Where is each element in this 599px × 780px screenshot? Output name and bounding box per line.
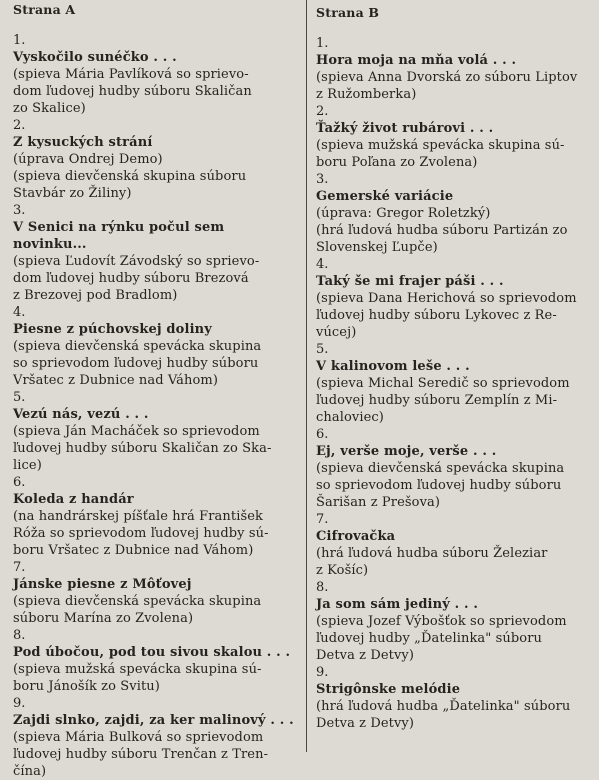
track-item <box>13 389 299 474</box>
side-a-title: Strana A <box>13 2 76 17</box>
track-number: 2. <box>316 104 329 119</box>
track-description: (spieva Dana Herichová so sprievodom ľudovej hudby súboru Lykovec z Re- vúcej) <box>316 291 577 340</box>
track-description: (spieva Anna Dvorská zo súboru Liptov z Ružomberka) <box>316 70 578 102</box>
track-title: V Senici na rýnku počul sem novinku... <box>13 220 225 252</box>
track-description: (spieva mužská spevácka skupina sú- boru Poľana zo Zvolena) <box>316 138 565 170</box>
track-description: (spieva mužská spevácka skupina sú- boru Jánošík zo Svitu) <box>13 662 262 694</box>
track-item <box>13 202 299 304</box>
track-number: 9. <box>13 696 26 711</box>
track-item <box>316 426 594 511</box>
track-title: Ťažký život rubárovi . . . <box>316 121 494 136</box>
track-number: 5. <box>316 342 329 357</box>
track-description: (na handrárskej píšťale hrá František Róža so sprievodom ľudovej hudby sú- boru Vršatec z Dubnice nad Váhom) <box>13 509 269 558</box>
column-divider <box>306 0 307 752</box>
track-title: Hora moja na mňa volá . . . <box>316 53 517 68</box>
track-title: Ja som sám jediný . . . <box>316 597 479 612</box>
track-number: 6. <box>316 427 329 442</box>
track-item <box>316 35 594 103</box>
track-number: 8. <box>13 628 26 643</box>
track-item <box>13 32 299 117</box>
side-a-tracks <box>13 32 299 780</box>
track-title: Z kysuckých strání <box>13 135 153 150</box>
track-number: 6. <box>13 475 26 490</box>
track-number: 1. <box>316 36 329 51</box>
track-title: Cifrovačka <box>316 529 396 544</box>
track-item <box>316 171 594 256</box>
track-item <box>316 579 594 664</box>
track-title: Zajdi slnko, zajdi, za ker malinový . . . <box>13 713 294 728</box>
track-number: 3. <box>316 172 329 187</box>
track-description: (spieva Michal Seredič so sprievodom ľudovej hudby súboru Zemplín z Mi- chaloviec) <box>316 376 570 425</box>
track-number: 7. <box>13 560 26 575</box>
track-item <box>316 256 594 341</box>
side-b-tracks <box>316 35 594 732</box>
track-item <box>13 559 299 627</box>
track-item <box>316 341 594 426</box>
side-b-title: Strana B <box>316 5 380 20</box>
side-b-column <box>316 0 594 732</box>
track-number: 5. <box>13 390 26 405</box>
side-a-column <box>13 0 299 780</box>
track-title: Vezú nás, vezú . . . <box>13 407 149 422</box>
track-description: (úprava: Gregor Roletzký) (hrá ľudová hudba súboru Partizán zo Slovenskej Ľupče) <box>316 206 568 255</box>
track-title: Pod úbočou, pod tou sivou skalou . . . <box>13 645 291 660</box>
track-item <box>316 664 594 732</box>
track-title: Vyskočilo sunéčko . . . <box>13 50 177 65</box>
track-number: 7. <box>316 512 329 527</box>
track-description: (úprava Ondrej Demo) (spieva dievčenská skupina súboru Stavbár zo Žiliny) <box>13 152 247 201</box>
track-title: Strigônske melódie <box>316 682 461 697</box>
track-number: 4. <box>316 257 329 272</box>
track-description: (spieva dievčenská spevácka skupina so sprievodom ľudovej hudby súboru Vršatec z Dubnice nad Váhom) <box>13 339 262 388</box>
track-item <box>13 627 299 695</box>
track-number: 3. <box>13 203 26 218</box>
track-number: 2. <box>13 118 26 133</box>
track-title: Taký še mi frajer páši . . . <box>316 274 504 289</box>
track-description: (spieva dievčenská spevácka skupina so sprievodom ľudovej hudby súboru Šarišan z Prešova) <box>316 461 565 510</box>
track-description: (spieva dievčenská spevácka skupina súboru Marína zo Zvolena) <box>13 594 262 626</box>
track-title: Piesne z púchovskej doliny <box>13 322 212 337</box>
track-number: 8. <box>316 580 329 595</box>
track-title: Gemerské variácie <box>316 189 454 204</box>
track-description: (spieva Ján Macháček so sprievodom ľudovej hudby súboru Skaličan zo Ska- lice) <box>13 424 272 473</box>
track-description: (spieva Mária Pavlíková so sprievo- dom ľudovej hudby súboru Skaličan zo Skalice) <box>13 67 252 116</box>
track-number: 4. <box>13 305 26 320</box>
track-item <box>13 695 299 780</box>
track-item <box>13 474 299 559</box>
track-description: (spieva Jozef Výbošťok so sprievodom ľudovej hudby „Ďatelinka" súboru Detva z Detvy) <box>316 614 567 663</box>
track-description: (hrá ľudová hudba súboru Železiar z Košíc) <box>316 546 548 578</box>
track-description: (hrá ľudová hudba „Ďatelinka" súboru Detva z Detvy) <box>316 699 571 731</box>
track-title: V kalinovom leše . . . <box>316 359 470 374</box>
track-description: (spieva Mária Bulková so sprievodom ľudovej hudby súboru Trenčan z Tren- čína) <box>13 730 269 779</box>
track-number: 9. <box>316 665 329 680</box>
track-item <box>13 304 299 389</box>
track-title: Ej, verše moje, verše . . . <box>316 444 497 459</box>
track-item <box>13 117 299 202</box>
track-item <box>316 103 594 171</box>
track-title: Koleda z handár <box>13 492 134 507</box>
track-description: (spieva Ľudovít Závodský so sprievo- dom ľudovej hudby súboru Brezová z Brezovej pod Bradlom) <box>13 254 260 303</box>
track-item <box>316 511 594 579</box>
track-title: Jánske piesne z Môťovej <box>13 577 192 592</box>
track-number: 1. <box>13 33 26 48</box>
